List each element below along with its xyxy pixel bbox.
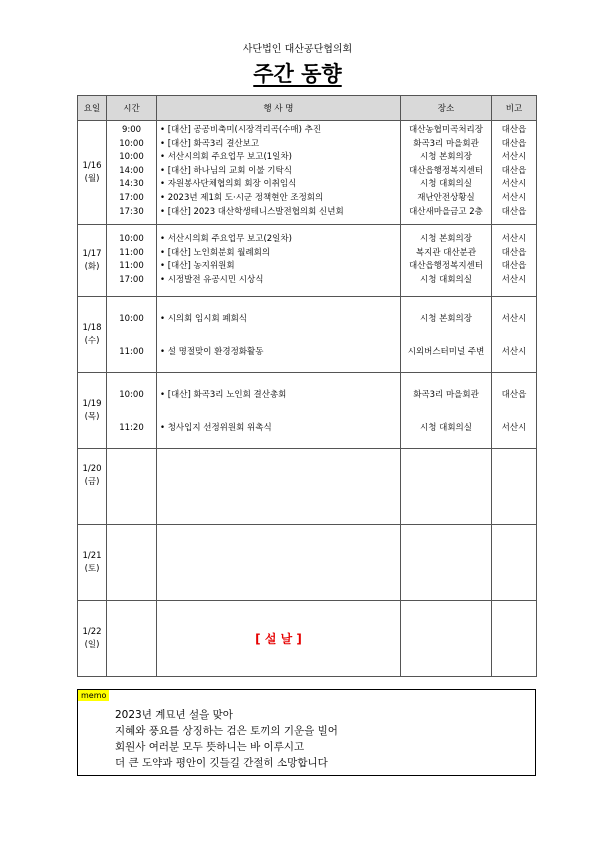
day-cell <box>78 225 107 297</box>
note-item: 서산시 <box>501 314 527 324</box>
day-cell <box>78 601 107 677</box>
memo-line: 지혜와 풍요를 상징하는 검은 토끼의 기운을 빌어 <box>115 725 338 737</box>
place-item: 시청 대회의실 <box>420 422 472 433</box>
place-item: 시청 본회의장 <box>420 152 472 163</box>
time-item: 17:00 <box>119 192 144 203</box>
event-item: • [대산] 하나님의 교회 이불 기탁식 <box>160 165 292 176</box>
note-item: 대산읍 <box>501 206 527 217</box>
place-item: 시청 본회의장 <box>420 314 472 324</box>
holiday-label: [ 설 날 ] <box>157 601 401 677</box>
place-cell <box>401 601 492 677</box>
memo-line: 더 큰 도약과 평안이 깃들길 간절히 소망합니다 <box>115 757 328 769</box>
place-cell <box>401 297 492 373</box>
memo-line: 2023년 계묘년 설을 맞아 <box>115 709 233 721</box>
page-title <box>0 58 595 88</box>
note-cell <box>492 225 537 297</box>
place-item: 시청 본회의장 <box>420 234 472 244</box>
event-item: • [대산] 화곡3리 결산보고 <box>160 138 260 149</box>
event-cell <box>157 525 401 601</box>
event-item: • 자원봉사단체협의회 회장 이취임식 <box>160 179 297 190</box>
event-cell <box>157 225 401 297</box>
place-item: 시청 대회의실 <box>420 179 472 190</box>
date-label: 1/16 <box>82 160 102 171</box>
event-item: • 시의회 임시회 폐회식 <box>160 314 248 324</box>
time-cell <box>107 601 157 677</box>
time-item: 17:00 <box>119 274 144 285</box>
day-cell <box>78 525 107 601</box>
day-cell <box>78 121 107 225</box>
date-label: 1/22 <box>82 626 102 637</box>
column-header-note: 비고 <box>492 96 537 121</box>
weekday-label: (화) <box>84 261 100 272</box>
time-cell <box>107 225 157 297</box>
note-item: 서산시 <box>501 152 527 163</box>
weekday-label: (금) <box>84 477 100 487</box>
event-item: • [대산] 화곡3리 노인회 결산총회 <box>160 390 287 400</box>
time-item: 14:00 <box>119 165 144 176</box>
time-item: 11:00 <box>119 346 144 357</box>
place-item: 화곡3리 마을회관 <box>413 390 479 400</box>
date-label: 1/17 <box>82 248 102 259</box>
date-label: 1/20 <box>82 464 102 474</box>
time-item: 10:00 <box>119 138 144 149</box>
weekday-label: (토) <box>84 563 100 574</box>
time-item: 11:00 <box>119 261 144 272</box>
time-item: 10:00 <box>119 390 144 400</box>
event-cell <box>157 121 401 225</box>
time-item: 10:00 <box>119 314 144 324</box>
place-item: 대산농협미곡처리장 <box>409 125 483 135</box>
place-cell <box>401 525 492 601</box>
event-item: • [대산] 농지위원회 <box>160 261 235 272</box>
event-item: • [대산] 2023 대산학생테니스발전협의회 신년회 <box>160 206 344 217</box>
table-row <box>78 121 537 225</box>
place-cell <box>401 373 492 449</box>
event-item: • [대산] 노인회분회 월례회의 <box>160 247 271 258</box>
note-item: 대산읍 <box>501 125 527 135</box>
event-item: • [대산] 공공비축미(시장격리곡(수매) 추진 <box>160 125 322 135</box>
day-cell <box>78 373 107 449</box>
note-item: 서산시 <box>501 179 527 190</box>
note-item: 서산시 <box>501 274 527 285</box>
time-item: 10:00 <box>119 234 144 244</box>
date-label: 1/21 <box>82 550 102 561</box>
place-item: 대산새마을금고 2층 <box>409 206 483 217</box>
event-cell <box>157 449 401 525</box>
time-item: 11:20 <box>119 422 144 433</box>
place-cell <box>401 121 492 225</box>
event-item: • 서산시의회 주요업무 보고(1일차) <box>160 152 292 163</box>
note-item: 서산시 <box>501 422 527 433</box>
weekday-label: (목) <box>84 411 100 422</box>
event-item: • 2023년 제1회 도·시군 정책현안 조정회의 <box>160 192 324 203</box>
place-cell <box>401 225 492 297</box>
table-row <box>78 601 537 677</box>
table-row <box>78 525 537 601</box>
time-cell <box>107 121 157 225</box>
column-header-event: 행 사 명 <box>157 96 401 121</box>
table-header-row <box>78 96 537 121</box>
note-cell <box>492 373 537 449</box>
event-cell <box>157 297 401 373</box>
note-cell <box>492 525 537 601</box>
weekday-label: (수) <box>84 335 100 346</box>
time-cell <box>107 449 157 525</box>
column-header-day: 요일 <box>78 96 107 121</box>
day-cell <box>78 297 107 373</box>
event-item: • 설 명절맞이 환경정화활동 <box>160 346 264 357</box>
column-header-time: 시간 <box>107 96 157 121</box>
page-title-text: 주간 동향 <box>253 62 342 86</box>
day-cell <box>78 449 107 525</box>
memo-line: 회원사 여러분 모두 뜻하니는 바 이루시고 <box>115 741 305 753</box>
weekday-label: (월) <box>84 173 100 184</box>
time-cell <box>107 525 157 601</box>
table-row <box>78 225 537 297</box>
memo-box <box>77 689 536 776</box>
note-item: 대산읍 <box>501 165 527 176</box>
place-item: 재난안전상황실 <box>417 192 475 203</box>
note-item: 대산읍 <box>501 261 527 272</box>
note-cell <box>492 601 537 677</box>
note-item: 서산시 <box>501 192 527 203</box>
time-item: 11:00 <box>119 247 144 258</box>
note-item: 서산시 <box>501 346 527 357</box>
note-cell <box>492 449 537 525</box>
place-cell <box>401 449 492 525</box>
event-item: • 청사입지 선정위원회 위촉식 <box>160 422 272 433</box>
time-cell <box>107 297 157 373</box>
table-row <box>78 373 537 449</box>
time-item: 9:00 <box>121 125 142 135</box>
schedule-table <box>77 95 537 677</box>
time-item: 14:30 <box>119 179 144 190</box>
place-item: 화곡3리 마을회관 <box>413 138 479 149</box>
note-cell <box>492 297 537 373</box>
note-item: 대산읍 <box>501 390 527 400</box>
table-row <box>78 297 537 373</box>
time-cell <box>107 373 157 449</box>
memo-text <box>115 707 338 771</box>
place-item: 대산읍행정복지센터 <box>409 261 483 272</box>
time-item: 10:00 <box>119 152 144 163</box>
place-item: 복지관 대산분관 <box>415 247 477 258</box>
memo-label: memo <box>78 690 109 701</box>
place-item: 대산읍행정복지센터 <box>409 165 483 176</box>
event-item: • 서산시의회 주요업무 보고(2일차) <box>160 234 292 244</box>
place-item: 시청 대회의실 <box>420 274 472 285</box>
place-item: 시외버스터미널 주변 <box>407 346 485 357</box>
note-cell <box>492 121 537 225</box>
event-cell <box>157 373 401 449</box>
note-item: 대산읍 <box>501 247 527 258</box>
note-item: 대산읍 <box>501 138 527 149</box>
time-item: 17:30 <box>119 206 144 217</box>
date-label: 1/19 <box>82 398 102 409</box>
table-row <box>78 449 537 525</box>
weekday-label: (일) <box>84 639 100 650</box>
note-item: 서산시 <box>501 234 527 244</box>
event-item: • 시정발전 유공시민 시상식 <box>160 274 264 285</box>
date-label: 1/18 <box>82 322 102 333</box>
column-header-place: 장소 <box>401 96 492 121</box>
organization-name: 사단법인 대산공단협의회 <box>242 44 353 55</box>
